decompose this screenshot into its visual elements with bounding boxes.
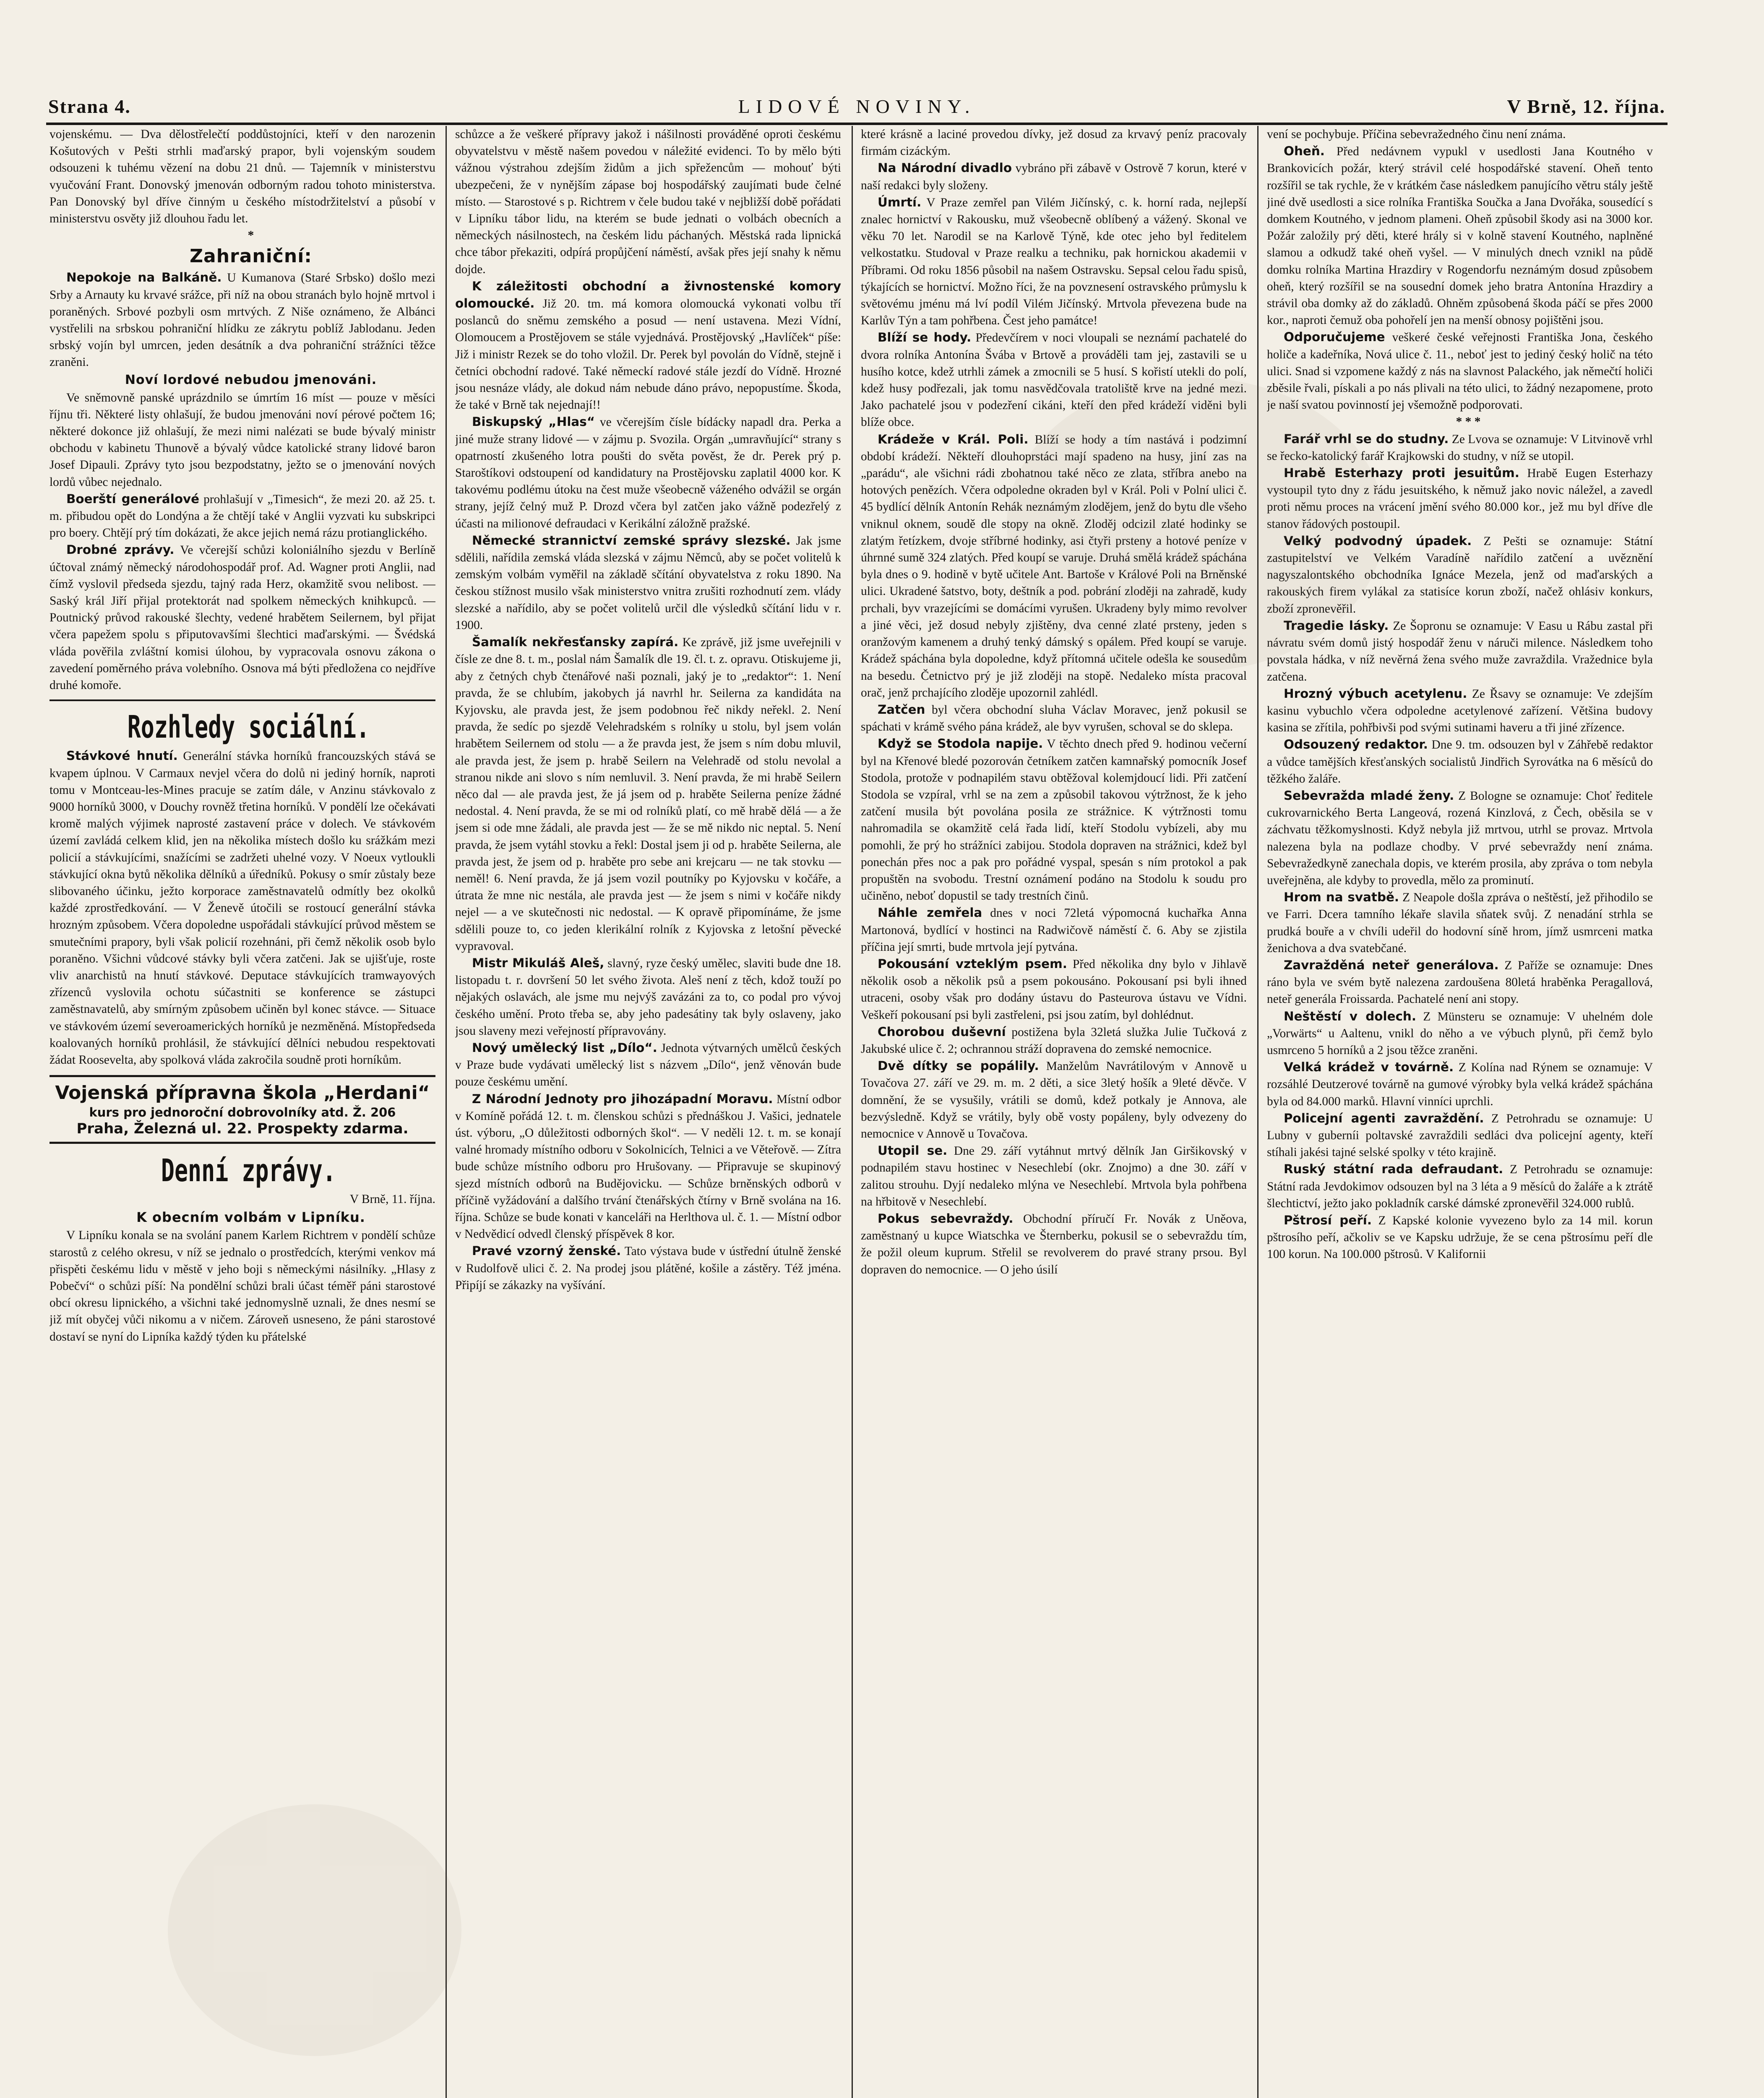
article-heading: Hrabě Esterhazy proti jesuitům. (1284, 466, 1519, 480)
column-rule (852, 126, 853, 2098)
article-heading: Německé strannictví zemské správy slezské. (472, 533, 791, 548)
article-heading: Stávkové hnutí. (66, 749, 178, 763)
article-jihozapad (455, 1091, 841, 1243)
article-death (861, 194, 1247, 329)
dateline: V Brně, 11. října. (349, 1193, 435, 1206)
article-german (455, 532, 841, 634)
article-heading: Policejní agenti zavraždění. (1284, 1111, 1484, 1125)
article-heading: Pravé vzorný ženské. (472, 1244, 621, 1258)
article-suicide (861, 1210, 1247, 1278)
article-heading: Farář vrhl se do studny. (1284, 431, 1449, 446)
article-heading: Pokus sebevraždy. (878, 1211, 1014, 1226)
article-body: Z Neapole došla zpráva o neštěstí, jež přihodilo se ve Farri. Dcera tamního lékaře slavila sňatek svůj. Z nenadání strhla se prudká bouře a v chvíli udeřil do hodovní síně hrom, jímž usmrceni matka ženichova a dva svatebčané. (1267, 891, 1653, 955)
article-nestesti (1267, 1008, 1653, 1059)
article-heading: Chorobou duševní (878, 1024, 1006, 1039)
article-continuation: vení se pochybuje. Příčina sebevražedného činu není známa. (1267, 128, 1566, 141)
article-body: Obchodní příručí Fr. Novák z Uněova, zaměstnaný u kupce Wiatschka ve Šternberku, pokusil se o sebevraždu tím, že požil oleum kuprum. Střelil se revolverem do pravé strany prsou. Byl dopraven do nemocnice. — O jeho úsilí (861, 1212, 1247, 1276)
article-body: Ve včerejší schůzi koloniálního sjezdu v Berlíně účtoval známý německý národohospodář prof. Ad. Wagner proti Anglii, nad čímž vyslovil předseda sjezdu, tajný rada Herz, okamžitě svou nelibost. — Saský král Jiří přijal protektorát nad spolkem německých knihkupců. — Poutnický průvod rakouské šlechty, vedené hrabětem Seilernem, byl přijat včera papežem spolu s připutovavšími šlechtici maďarskými. — Švédská vláda pověřila zvláštní komisi úlohou, by vypracovala osnovu zákona o zavedení poměrného práva volebního. Osnova má býti předložena co nejdříve druhé komoře. (50, 543, 435, 692)
article-body: Hrabě Eugen Esterhazy vystoupil tyto dny z řádu jesuitského, k němuž jako novic náležel, a zavedl proti němu proces na vrácení jmění svého 80.000 kor., jež mu byl dříve dle stanov řádových postoupil. (1267, 467, 1653, 531)
article-heading: Drobné zprávy. (66, 543, 175, 557)
article-heading: Sebevražda mladé ženy. (1284, 788, 1454, 803)
article-strike (50, 747, 435, 1068)
section-divider (50, 699, 435, 701)
article-body: Ze Šopronu se oznamuje: V Easu u Rábu zastal při návratu svém domů jistý hospodář ženu v náruči milence. Následkem toho povstala hádka, v níž nevěrná žena svého muže zavraždila. Vražednice byla zatčena. (1267, 619, 1653, 684)
article-nahle (861, 904, 1247, 955)
article-body: Z Münsteru se oznamuje: V uhelném dole „Vorwärts“ u Aaltenu, vnikl do něho a ve výbuch plynů, při čemž bylo usmrceno 5 horníků a 2 jsou těžce zraněni. (1267, 1010, 1653, 1057)
article-heading: K obecním volbám v Lipníku. (136, 1209, 365, 1226)
article-body: Jak jsme sdělili, nařídila zemská vláda slezská v zájmu Němců, aby se počet volitelů k zemským volbám vyměřil na základě sčítání obyvatelstva z roku 1890. Na českou stížnost musilo však ministerstvo vnitra zrušiti rozhodnutí zem. vlády slezské a nařídilo, aby se počet volitelů určil dle výsledků sčítání lidu v r. 1900. (455, 534, 841, 632)
article-body: Dne 29. září vytáhnut mrtvý dělník Jan Giršikovský v podnapilém stavu hostinec v Nesechlebí (okr. Znojmo) a dne 30. září v zalitou strouhu. Dyjí nedaleko mlýna ve Nesechlebí. Mrtvola byla pohřbena na hřbitově v Nesechlebí. (861, 1144, 1247, 1208)
article-heading: Šamalík nekřesťansky zapírá. (472, 635, 679, 650)
article-police (1267, 1110, 1653, 1161)
article-body: Ke zprávě, již jsme uveřejnili v čísle ze dne 8. t. m., poslal nám Šamalík dle 19. čl. t. z. opravu. Otiskujeme ji, aby z četných chyb čtenářové naši poznali, jaký je to „redaktor“: 1. Není pravda, že se chlubím, jakobych já navrhl hr. Seilerna za kandidáta na Kyjovsku, ale pravda jest, že jsem podobnou řeč nikdy neřekl. 2. Není pravda, že sedíc po sjezdě Velehradském s rolníky u stolu, byl jsem volán hrabětem Seilernem od stolu — a že pravda jest, že jsem s ním dobu mluvil, ale pravda jest, že jsem p. hrabě Seilern na Velehradě od stolu nevolal a stranou nikde ani slovo s ním nemluvil. 3. Není pravda, že mi hrabě Seilern něco dal — ale pravda jest, že já jsem od p. hraběte Seilerna peníze žádné nedostal. 4. Není pravda, že se mi od rolníků platí, co mě hrabě dělá — a že jsem si ode mne žádali, ale pravda jest — že se mě nikdo nic neptal. 5. Není pravda, že jsem vytáhl stovku a řekl: Dostal jsem ji od p. hraběte Seilerna, ale pravda jest, že jsem od p. hraběte pro sebe ani krejcaru — ne tak stovku — neměl! 6. Není pravda, že já jsem vozil poutníky po Kyjovsku v kočáře, a útrata že mne nic nestála, ale pravda jest — že jsem s nimi v kočáře nikdy nejel — a ve skutečnosti nic nedostal. — K opravě připomínáme, že jsme sdělili pouze to, co jeden klerikální rolník z Kyjovska z letošní pěvecké vypravoval. (455, 636, 841, 953)
separator-asterisk: * (248, 229, 254, 243)
article-redaktor (1267, 736, 1653, 787)
article-kradez (1267, 1059, 1653, 1110)
article-body: Předevčírem v noci vloupali se neznámí pachatelé do dvora rolníka Antonína Švába v Brtově a prováděli tam jej, zastavili se u husího kotce, kdež utrhli zámek a zmocnili se 5 husí. S kořistí utekli do polí, kdež husy podřezali, jak tomu nasvědčovala tratoliště krve na jedné mezi. Jako pachatelé jsou v podezření cikáni, kteří den před krádeží viděni byli blíže obce. (861, 331, 1247, 429)
article-body: V Lipníku konala se na svolání panem Karlem Richtrem v pondělí schůze starostů z celého okresu, v níž se jednalo o prostředcích, kterými venkov má přispěti českému lidu v městě v jeho boji s německými násilníky. „Hlasy z Pobečví“ o schůzi píší: Na pondělní schůzi brali účast téměř páni starostové obcí okresu lipnického, a všichni také jednomyslně uznali, že dnes nesmí se již mít obyčej vůči nikomu a v ničem. Zároveň usneseno, že páni starostové dostaví se nyní do Lipníka každý týden ku přátelské (50, 1229, 435, 1344)
column-1 (50, 126, 435, 2098)
ad-title: Vojenská přípravna škola „Herdani“ (55, 1082, 430, 1104)
separator-asterisk: * * * (1456, 415, 1481, 429)
article-heading: Náhle zemřela (878, 905, 982, 920)
article-continuation: schůzce a že veškeré přípravy jakož i nášilnosti prováděné oproti českému obyvatelstvu v městě našem povedou v náležité evidenci. To by mělo býti vážnou výstrahou zdejším židům a jich spřežencům — mohouť býti ubezpečeni, že v nynějším zápase boj hospodářský zaujímati bude čelné místo. — Starostové s p. Richtrem v čele budou také v nejbližší době pořádati v Lipníku tábor lidu, na kterém se bude jednati o volbách obecních a německých násilnostech, na českém lidu páchaných. Městská rada lipnická chce tábor překaziti, odpírá propůjčení náměstí, avšak přes její snahy k němu dojde. (455, 128, 841, 276)
article-heading: Neštěstí v dolech. (1284, 1009, 1417, 1023)
article-body: Ze Lvova se oznamuje: V Litvinově vrhl se řecko-katolický farář Krajkowski do studny, v níž se utopil. (1267, 432, 1653, 463)
page-number: Strana 4. (48, 96, 131, 117)
article-heading: Nepokoje na Balkáně. (66, 270, 222, 285)
article-body: Ze Řsavy se oznamuje: Ve zdejším kasinu vybuchlo včera odpoledne acetylenové zařízení. Většina budovy kasina se zřítila, pohřbivši pod svými sutinami haveru a tři jiné zřízence. (1267, 687, 1653, 735)
article-heading: Velká krádež v továrně. (1284, 1060, 1454, 1075)
article-body: Místní odbor v Komíně pořádá 12. t. m. členskou schůzi s přednáškou J. Vašici, jednatele úst. výboru, „O důležitosti odborných škol“. — V neděli 12. t. m. se konají valné hromady místního odboru v Sokolnicích, Telnici a ve Věteřově. — Zítra bude schůze místního odboru pro Hrušovany. — Připravuje se skupinový sjezd místních odborů na Budějovicku. — Schůze brněnských odborů v příčině vyžádování a dalšího trvání čtenářských čtírny v Brně svolána na 16. října. Schůze se bude konati v kanceláři na Herlthova ul. č. 1. — Místní odbor v Nedvědicí odvedl členský příspěvek 8 kor. (455, 1092, 841, 1241)
column-rule (446, 126, 447, 2098)
article-heading: Tragedie lásky. (1284, 618, 1389, 633)
article-body: veškeré české veřejnosti Františka Jona, českého holiče a kadeřníka, Nová ulice č. 11., neboť jest to jediný český holič na této ulici. Snad si vzpomene každý z nás na slavnost Palackého, jak němečtí holiči zběsile řvali, pískali a po nás plivali na této ulici, to žádný nezapomene, proto je naší svatou povinností jej všemožně podporovati. (1267, 331, 1653, 412)
article-body: Ve sněmovně panské uprázdnilo se úmrtím 16 míst — pouze v měsíci říjnu tři. Některé listy ohlašují, že budou jmenováni noví pérové počtem 16; některé dokonce již ohlašují, že mezi nimi nalézati se bude bývalý ministr obchodu v kabinetu Thunově a bývalý vůdce katolické strany lidové baron Josef Dipauli. Zprávy tyto jsou bezpodstatny, ježto se o jmenování nových lordů vůbec nejednalo. (50, 391, 435, 489)
article-heading: Boerští generálové (66, 491, 200, 506)
page-header (48, 90, 1665, 124)
article-body: Z Bologne se oznamuje: Choť ředitele cukrovarnického Berta Langeová, rozená Kinzlová, z Čech, oběsila se v záchvatu těžkomyslnosti. Když nebyla již mrtvou, utrhl se provaz. Mrtvola nalezena byla na podlaze chodby. V prvé sebevraždy není známa. Sebevražedkyně zanechala dopis, ve kterém prosila, aby zpráva o tom nebyla uveřejněna, ale kdyby to provedla, mělo za prominutí. (1267, 789, 1653, 887)
article-moravec (861, 701, 1247, 735)
article-heading: Na Národní divadlo (878, 161, 1012, 175)
article-heading: Nový umělecký list „Dílo“. (472, 1040, 657, 1055)
article-psem (861, 955, 1247, 1023)
article-body: prohlašují v „Timesich“, že mezi 20. až 25. t. m. přibudou opět do Londýna a že chtějí také v Anglii vyzvati ku subskripci pro boery. Chtějí prý tím dokázati, že akce jejich nemá rázu protianglického. (50, 492, 435, 540)
article-body: Z Petrohradu se oznamuje: U Lubny v guberníi poltavské zavraždili sedláci dva policejní agenty, kteří stíhali jakési tajné selské spolky v této krajině. (1267, 1112, 1653, 1159)
article-continuation: vojenskému. — Dva dělostřelečtí poddůstojníci, kteří v den narozenin Košutových v Pešti strhli maďarský prapor, byli vojenským soudem odsouzeni k tuhému vězení na dobu 21 dnů. — Tajemník v ministerstvu vyučování Frant. Donovský jmenován odborným radou tohoto ministerstva. Pan Donovský byl dříve činným u českého místodržitelství a působí v ministerstvu osvěty již dlouhou řadu let. (50, 128, 435, 226)
article-recommend (1267, 329, 1653, 413)
article-heading: Odporučujeme (1284, 330, 1385, 344)
article-samalik (455, 634, 841, 955)
article-hlas (455, 413, 841, 532)
ad-address: Praha, Železná ul. 22. Prospekty zdarma. (76, 1120, 409, 1138)
paper-stain (1007, 378, 1384, 671)
article-heading: Úmrtí. (878, 195, 922, 209)
article-body: Již 20. tm. má komora olomoucká vykonati volbu tří poslanců do sněmu zemského a posud — není ustavena. Mezi Vídní, Olomoucem a Prostějovem se stále vyjednává. Prostějovský „Havlíček“ píše: Již i ministr Rezek se do toho vložil. Dr. Perek byl povolán do Vídně, stejně i četníci obchodní radové. Také německí radové stále jezdí do Vídně. Hrozné jsou nesnáze vlády, ale dokud nám nebude dáno právo, nepopustíme. Škoda, že také v Brně tak nejednají!! (455, 297, 841, 412)
article-heading: Biskupský „Hlas“ (472, 415, 595, 429)
article-body: Před nedávnem vypukl v usedlosti Jana Koutného v Brankovicích požár, který strávil celé hospodářské stavení. Oheň tento rozšířil se tak rychle, že v krátkém čase následkem panujícího větru stály ještě jiné dvě usedlosti a sice rolníka Františka Součka a Jana Dvořáka, sousedící s domkem Koutného, v jednom plameni. Oheň způsobil škody asi na 3000 kor. Požár založily prý děti, které hrály si v kolně stavení Koutného, naplněné slamou a odkudž také oheň vyšel. — V minulých dnech vznikl na půdě domku rolníka Martina Hrazdiry v Rogendorfu neznámým dosud způsobem oheň, který rozšířil se na sousední domek jeho bratra Antonína Hrazdiry a strávil oba domky až do základů. Ohněm způsobená škoda páčí se přes 2000 kor., naproti čemuž oba pohořelí jen na menší obnosy pojištěni jsou. (1267, 145, 1653, 327)
article-stodola (861, 735, 1247, 904)
article-body: Generální stávka horníků francouzských stává se kvapem úplnou. V Carmaux nevjel včera do dolů ni jediný horník, naproti tomu v Montceau-les-Mines pracuje se zatím dále, v Anzinu stávkovalo z 9000 horníků 3000, v Douchy rovněž třetina horníků. V pondělí lze očekávati kromě malých výjimek naprosté zastavení práce v dolech. Ve stávkovém území zavládá celkem klid, jen na několika místech došlo ku srážkám mezi policií a stávkujícími, snažícími se zadržeti uhelné vozy. V Noeux vytloukli stávkující okna bytů několika dělníků a úředníků. Pokusy o smír zůstaly beze slibovaného účinku, ježto korporace zaměstnavatelů odmítly bez okolků každé zprostředkování. — V Ženevě útočili se rostoucí generální stávka hrozným způsobem. Včera dopoledne uspořádali stávkující průvod městem se smutečními prapory, byli však policií rozehnáni, při čemž několik osob bylo poraněno. Všichni vůdcové stávky byli včera zatčeni. Jak se ujišťuje, roste vliv anarchistů na hnutí stávkové. Deputace stávkujících tramwayových zřízenců vyslovila ochotu súčastniti se konference se zástupci zaměstnavatelů, aby smírným způsobem učiněn byl konec stávce. — Situace ve stávkovém území severoamerických horníků je nezměněná. Místopředseda koalovaných horníků prohlásil, že stávkující dělníci nebudou respektovati žádat Roosevelta, aby spolková vláda zakročila soudně proti horníkům. (50, 749, 435, 1067)
article-balkan (50, 269, 435, 371)
article-body: slavný, ryze český umělec, slaviti bude dne 18. listopadu t. r. dovršení 50 let svého života. Aleš není z těch, kdož touží po nějakých oslavách, ale jsme mu nejvýš zavázáni za to, co podal pro vývoj českého umění. Proto třeba se, aby jeho padesátiny tak byly oslaveny, jako jsou slaveny mezi veřejností přípravovány. (455, 956, 841, 1038)
article-body: Dne 9. tm. odsouzen byl v Záhřebě redaktor a vůdce tamějších křesťanských socialistů Jindřich Syrovátka na 6 měsíců do těžkého žaláře. (1267, 738, 1653, 785)
article-body: ve včerejším čísle bídácky napadl dra. Perka a jiné muže strany lidové — v zájmu p. Svozila. Orgán „umravňující“ strany s opatrností zkušeného lotra poušti do světa pověst, že dr. Perek prý p. Staroštíkovi odstoupení od kandidatury na Prostějovsku zaplatil 4000 kor. K takovému podlému útoku na čest muže všeobecně váženého odvážil se orgán strany, jejíž čelný muž P. Drozd včera byl zatčen jako vážně podezřelý z účasti na milionové defraudaci v Kerikální záložně pražské. (455, 415, 841, 530)
article-body: U Kumanova (Staré Srbsko) došlo mezi Srby a Arnauty ku krvavé srážce, při níž na obou stranách bylo hojně mrtvol i poraněných. Srbové pozbyli osm mrtvých. Z Niše oznámeno, že Albánci vystřelili na srbskou pohraniční hlídku ze zákrytu poblíž Jablodanu. Jeden srbský vojín byl umrcen, jeden desátník a dva pohraniční strážníci těžce zraněni. (50, 271, 435, 369)
article-body: Před několika dny bylo v Jihlavě několik osob a několik psů a psem pokousáno. Pokousaní psi byli ihned utraceni, osoby však pro dodány ústavu do Pasteurova ústavu ve Vídni. Veškeří pokousaní psi byli zastřeleni, psi jsou zatím, byl dohlédnut. (861, 957, 1247, 1022)
article-small-news (50, 541, 435, 694)
article-heading: Pokousání vzteklým psem. (878, 956, 1067, 971)
masthead-title: LIDOVÉ NOVINY. (738, 96, 976, 117)
article-body: Z Kapské kolonie vyvezeno bylo za 14 mil. korun pštrosího peří, ačkoliv se ve Kapsku udržuje, že se cena pštrosímu peří dle 100 korun. Na 100.000 pštrosů. V Kalifornii (1267, 1214, 1653, 1261)
article-heading: Noví lordové nebudou jmenováni. (125, 372, 377, 387)
article-heading: Z Národní Jednoty pro jihozápadní Moravu. (472, 1091, 773, 1106)
article-heading: Zatčen (878, 702, 925, 717)
article-heading: Mistr Mikuláš Aleš, (472, 955, 605, 970)
article-dilo (455, 1039, 841, 1091)
article-rusky (1267, 1161, 1653, 1212)
article-body: Z Kolína nad Rýnem se oznamuje: V rozsáhlé Deutzerové továrně na gumové výrobky byla velká krádež spáchána byla od 84.000 marků. Hlavní vinníci uprchli. (1267, 1061, 1653, 1108)
article-body: Blíží se hody a tím nastává i podzimní období krádeží. Někteří dlouhoprstáci mají spadeno na husy, jiní zas na „parádu“, ale všichni rádi zbohatnou také něco ze zlata, stříbra anebo na hotových penězích. Včera odpoledne okraden byl v Král. Poli v Polní ulici č. 45 bydlící dělník Antonín Rehák neznámým zlodějem, jenž do bytu dle všeho vniknul oknem, soudě dle stopy na okně. Zloděj odcizil zlaté hodinky se zlatým řetízkem, dvoje stříbrné hodinky, asi čtyři prsteny a hotové peníze v úhrnné sumě 324 zlatých. Před koupí se varuje. Druhá smělá krádež spáchána byla dnes o 9. hodině v bytě učitele Ant. Bartoše v Králové Poli na Brněnské ulici. Ukradené šatstvo, boty, deštník a pod. pobrání zloději na zahradě, kudy prchali, byv vrazejícími se domácími vyrušen. Ukradeny byly mimo revolver a jiné věci, jež dosud nebyly zjištěny, dva cenné zlaté prsteny, jeden s oranžovým kamenem a druhý tenký dámský s opálem. Před koupí se varuje. Krádež spáchána byla dopoledne, když přítomná učitele odešla ke sousedům na besedu. Četnictvo prý je již zloději na stopě. Nedaleko místa pracoval orač, jenž prchajícího zloděje upozornil zahlédl. (861, 433, 1247, 699)
article-fire (1267, 143, 1653, 329)
article-sebevrazda (1267, 787, 1653, 889)
column-2 (455, 126, 841, 2098)
article-heading: Oheň. (1284, 144, 1325, 159)
article-heading: Zavražděná neteř generálova. (1284, 958, 1499, 972)
article-body: V těchto dnech před 9. hodinou večerní byl na Křenové bledé pozorován četníkem zatčen kamnařský pomocník Josef Stodola, protože v podnapilém stavu obtěžoval kolemjdoucí lidi. Při zatčení Stodola se vzpíral, vrhl se na zem a způsobil takovou výtržnost, že k jeho zatčení musila být povolána posila ze strážnice. K výtržnosti tomu nahromadila se okamžitě celá řada lidí, kteří Stodolu vybízeli, aby mu pomohli, že prý ho strážníci zabijou. Stodola dopraven na strážnici, kdež byl ponechán přes noc a pak pro pořádné vyspal, spesán s ním protokol a pak propuštěn na svobodu. Trestní oznámení podáno na Stodolu k soudu pro učiněno, neboť dopustil se tady trestních činů. (861, 737, 1247, 903)
article-heading: Krádeže v Král. Poli. (878, 432, 1029, 446)
article-women (455, 1242, 841, 1294)
article-chamber (455, 278, 841, 414)
article-body: V Praze zemřel pan Vilém Jičínský, c. k. horní rada, nejlepší znalec hornictví v Rakousku, muž všeobecně oblíbený a vážený. Skonal ve věku 70 let. Narodil se na Karlově Týně, kde otec jeho byl ředitelem velkostatku. Studoval v Praze realku a techniku, pak hornickou akademii v Příbrami. Od roku 1856 působil na našem Ostravsku. Sepsal celou řadu spisů, týkajících se hornictví. Možno říci, že na povznesení ostravského průmyslu k světovému jménu má lví podíl Vilém Jičínský. Mrtvola převezena bude na Karlův Týn a tam pohřbena. Čest jeho památce! (861, 196, 1247, 328)
article-heading: Hrom na svatbě. (1284, 890, 1399, 905)
article-heading: Dvě dítky se popálily. (878, 1059, 1039, 1073)
article-boer (50, 491, 435, 542)
section-heading-daily: Denní zprávy. (161, 1153, 336, 1189)
article-heading: Blíží se hody. (878, 330, 972, 345)
article-body: Z Pešti se oznamuje: Státní zastupitelství ve Velkém Varadíně nařídilo zatčení a uvěznění nagyszalontského obchodníka Ignáce Mezela, jenž od maďarských a rakouských firem vylákal za statisíce korun zboží, načež ohlásiv konkurs, zboží zpronevěřil. (1267, 534, 1653, 616)
article-body: Jednota výtvarných umělců českých v Praze bude vydávati umělecký list s názvem „Dílo“, jenž věnován bude pouze českému umění. (455, 1041, 841, 1089)
article-hrom (1267, 889, 1653, 957)
article-heading: Utopil se. (878, 1143, 948, 1158)
article-heading: Když se Stodola napije. (878, 736, 1043, 751)
article-body: vybráno při zábavě v Ostrově 7 korun, které v naší redakci byly složeny. (861, 162, 1247, 192)
article-heading: Velký podvodný úpadek. (1284, 533, 1472, 548)
issue-date: V Brně, 12. října. (1507, 96, 1665, 117)
advertisement (50, 1075, 435, 1144)
article-heading: Ruský státní rada defraudant. (1284, 1162, 1503, 1177)
article-neter (1267, 957, 1653, 1008)
article-acetylen (1267, 685, 1653, 736)
article-dve-ditky (861, 1057, 1247, 1142)
section-heading-social: Rozhledy sociální. (127, 709, 370, 746)
article-continuation: které krásně a laciné provedou dívky, jež dosud za krvavý peníz pracovaly firmám cizáckým. (861, 128, 1247, 158)
article-ales (455, 955, 841, 1039)
header-rule (46, 123, 1668, 125)
article-heading: Odsouzený redaktor. (1284, 737, 1428, 752)
article-body: postižena byla 32letá služka Julie Tučková z Jakubské ulice č. 2; ochrannou stráží dopravena do zemské nemocnice. (861, 1025, 1247, 1056)
article-heading: Pštrosí peří. (1284, 1213, 1372, 1227)
article-pstrosi (1267, 1212, 1653, 1263)
article-body: Z Petrohradu se oznamuje: Státní rada Jevdokimov odsouzen byl na 3 léta a 9 měsíců do žaláře a k ztrátě šlechtictví, ježto jako pokladník carské dámské zpronevěřil 324.000 rublů. (1267, 1163, 1653, 1210)
article-body: Tato výstava bude v ústřední útulně ženské v Rudolfově ulici č. 2. Na prodej jsou plátěné, košile a zástěry. Též jména. Připíjí se zákazky na vyšívání. (455, 1245, 841, 1292)
article-body: byl včera obchodní sluha Václav Moravec, jenž pokusil se spáchati v krámě svého pána krádež, ale byv vyrušen, schoval se do sklepa. (861, 703, 1247, 734)
article-heading: Hrozný výbuch acetylenu. (1284, 686, 1467, 701)
ad-subtitle: kurs pro jednoroční dobrovolníky atd. Ž. 206 (89, 1105, 396, 1120)
article-utopil (861, 1142, 1247, 1210)
section-heading-foreign: Zahraniční: (190, 245, 312, 267)
article-body: dnes v noci 72letá výpomocná kuchařka Anna Martonová, bydlící v hostinci na Radwičově náměstí č. 6. Aby se zjistila příčina její smrti, bude mrtvola její pytvána. (861, 906, 1247, 954)
article-nardiv (861, 159, 1247, 193)
article-body: Manželům Navrátilovým v Annově u Tovačova 27. září ve 29. m. m. 2 děti, a sice 3letý hošík a 9leté děvče. V domnění, že se vysušily, vrátili se domů, kdež potkaly je Annova, ale bezvýsledně. Když se vrátily, byly obě vosty popáleny, byly odvezeny do nemocnice v Annově u Tovačova. (861, 1059, 1247, 1140)
article-chorobou (861, 1023, 1247, 1057)
article-heading: K záležitosti obchodní a živnostenské komory olomoucké. (455, 279, 841, 311)
article-body: Z Paříže se oznamuje: Dnes ráno byla ve svém bytě nalezena zardoušena 80letá hraběnka Peragallová, neteř generála Froissarda. Pachatelé není ani stopy. (1267, 958, 1653, 1006)
paper-stain (168, 1804, 461, 2056)
